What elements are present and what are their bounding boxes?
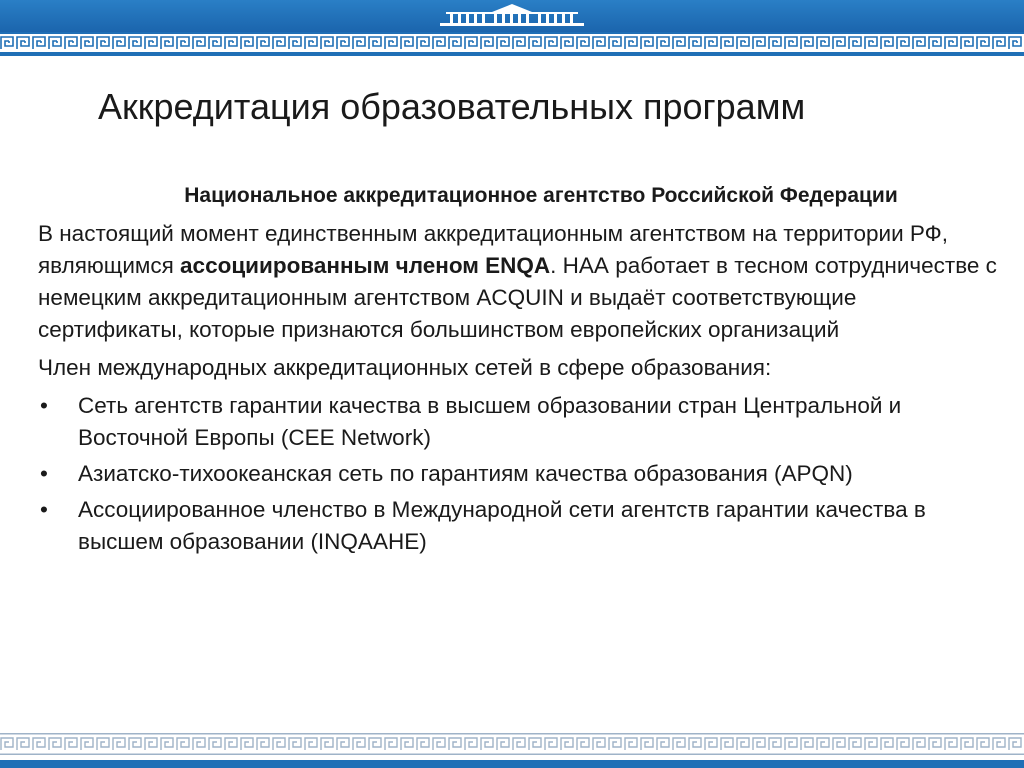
slide-title: Аккредитация образовательных программ [98,86,806,127]
bullet-icon: • [40,497,48,522]
footer-band [0,760,1024,768]
greek-key-border-top [0,32,1024,54]
bullet-icon: • [40,461,48,486]
paragraph-enqa-bold: ассоциированным членом ENQA [180,253,551,278]
paragraph-enqa-after: . НАА работает в тесном сотрудничестве с немецким аккредитационным агентством ACQUIN и выдаёт соответствующие сертификаты, которые признаются большинством европейских организаций [38,253,997,342]
bullet-icon: • [40,393,48,418]
list-item [38,390,1004,454]
list-item [38,494,1004,558]
slide-content [38,180,1004,562]
list-item-text: Ассоциированное членство в Международной сети агентств гарантии качества в высшем образовании (INQAAHE) [78,497,926,554]
slide-subtitle: Национальное аккредитационное агентство Российской Федерации [184,184,898,207]
paragraph-enqa-before: В настоящий момент единственным аккредитационным агентством на территории РФ, являющимся [38,221,949,278]
paragraph-enqa [38,218,1004,346]
list-item-text: Сеть агентств гарантии качества в высшем образовании стран Центральной и Восточной Европы (CEE Network) [78,393,902,450]
paragraph-networks: Член международных аккредитационных сетей в сфере образования: [38,355,772,380]
networks-list [38,390,1004,558]
greek-key-border-bottom [0,733,1024,755]
building-logo-icon [432,2,592,28]
list-item-text: Азиатско-тихоокеанская сеть по гарантиям качества образования (APQN) [78,461,853,486]
list-item [38,458,1004,490]
